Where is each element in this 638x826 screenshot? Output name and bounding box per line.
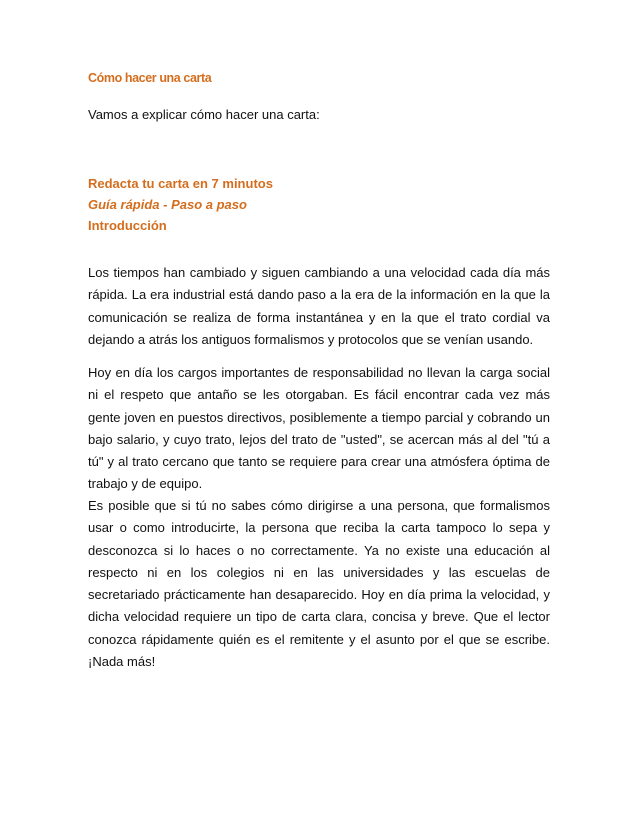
- main-heading: Redacta tu carta en 7 minutos: [88, 176, 273, 191]
- paragraph-1: Los tiempos han cambiado y siguen cambiando a una velocidad cada día más rápida. La era industrial está dando paso a la era de la información en la que la comunicación se realiza de forma instantánea y en la que el trato cordial va dejando a atrás los antiguos formalismos y protocolos que se venían usando.: [88, 265, 550, 347]
- subtitle-heading: Guía rápida - Paso a paso: [88, 197, 247, 212]
- heading-block: [88, 173, 273, 236]
- paragraph-3: Es posible que si tú no sabes cómo dirigirse a una persona, que formalismos usar o como introducirte, la persona que reciba la carta tampoco lo sepa y desconozca si lo haces o no correctamente. Ya no existe una educación al respecto ni en los colegios ni en las universidades y las escuelas de secretariado prácticamente han desaparecido. Hoy en día prima la velocidad, y dicha velocidad requiere un tipo de carta clara, concisa y breve. Que el lector conozca rápidamente quién es el remitente y el asunto por el que se escribe. ¡Nada más!: [88, 498, 550, 670]
- section-heading: Introducción: [88, 218, 167, 233]
- document-title: Cómo hacer una carta: [88, 71, 212, 85]
- intro-text: Vamos a explicar cómo hacer una carta:: [88, 107, 320, 122]
- paragraph-2: Hoy en día los cargos importantes de responsabilidad no llevan la carga social ni el respeto que antaño se les otorgaban. Es fácil encontrar cada vez más gente joven en puestos directivos, posiblemente a tiempo parcial y cobrando un bajo salario, y cuyo trato, lejos del trato de "usted", se acercan más al del "tú a tú" y al trato cercano que tanto se requiere para crear una atmósfera óptima de trabajo y de equipo.: [88, 365, 550, 492]
